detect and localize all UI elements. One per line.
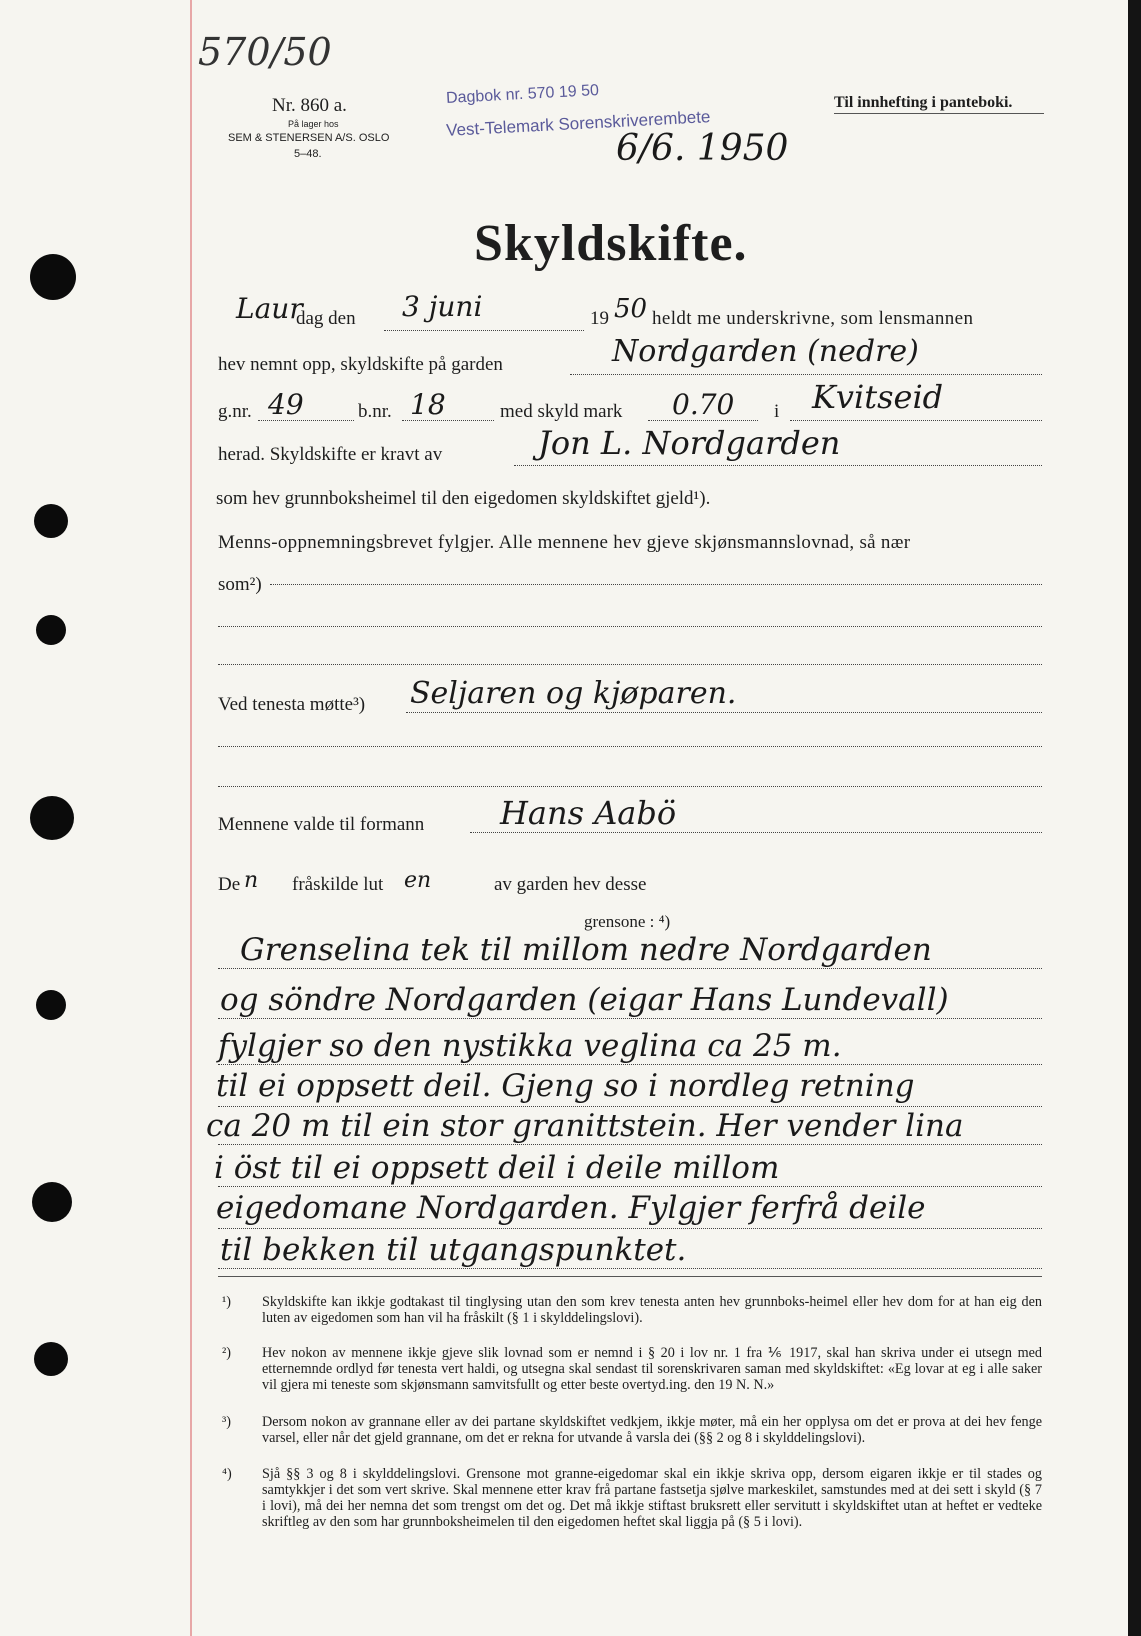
footnote-4 bbox=[222, 1466, 1042, 1530]
boundary-line-1: Grenselina tek til millom nedre Nordgarden bbox=[240, 932, 932, 968]
binder-hole-7 bbox=[34, 1342, 68, 1376]
motte-fill-line bbox=[406, 712, 1042, 713]
footnote-1-text: Skyldskifte kan ikkje godtakast til tinglysing utan den som krev tenesta anten hev grunnboks-heimel eller hev dom for at han eig den luten av eigedomen som han vil ha fråskilt (§ 1 i skylddelingslovi). bbox=[262, 1294, 1042, 1326]
line10-b-handwritten: en bbox=[404, 868, 432, 893]
grensone-label: grensone : ⁴) bbox=[584, 912, 671, 931]
binder-hole-2 bbox=[34, 504, 68, 538]
red-margin-line bbox=[190, 0, 192, 1636]
footnote-2-text: Hev nokon av mennene ikkje gjeve slik lovnad som er nemnd i § 20 i lov nr. 1 fra ⅙ 1917, skal han skriva under ei utsegn med etternemnde ordlyd før tenesta vert haldi, og utsegna skal sendast til sorenskrivaren saman med skyldskiftet: «Eg lovar at eg i alle saker vil gjera mi teneste som skjønsmann samvitsfullt og etter beste overtyd.ing. den 19 N. N.» bbox=[262, 1345, 1042, 1393]
line2-label: hev nemnt opp, skyldskifte på garden bbox=[218, 354, 503, 375]
footnote-3-text: Dersom nokon av grannane eller av dei partane skyldskiftet vedkjem, ikkje møter, må ein her opplysa om det er prova at dei hev fenge varsel, eller når det gjeld grannane, om det er rekna for utvande å varsla dei (§§ 2 og 8 i skylddelingslovi). bbox=[262, 1414, 1042, 1446]
formann-fill-line bbox=[470, 832, 1042, 833]
bnr-handwritten: 18 bbox=[410, 388, 446, 421]
skyld-fill-line bbox=[648, 420, 758, 421]
footnote-2 bbox=[222, 1345, 1042, 1393]
boundary-line-6: i öst til ei oppsett deil i deile millom bbox=[214, 1150, 780, 1186]
binder-hole-1 bbox=[30, 254, 76, 300]
line7-label: som²) bbox=[218, 574, 262, 595]
line8-label: Ved tenesta møtte³) bbox=[218, 694, 366, 715]
garden-fill-line bbox=[570, 374, 1042, 375]
document-title: Skyldskifte. bbox=[474, 215, 748, 272]
footnote-1-number: ¹) bbox=[222, 1294, 231, 1310]
binder-hole-5 bbox=[36, 990, 66, 1020]
skyld-handwritten: 0.70 bbox=[672, 388, 735, 421]
year-handwritten: 50 bbox=[614, 294, 648, 324]
motte-handwritten: Seljaren og kjøparen. bbox=[410, 676, 737, 711]
weekday-handwritten: Laur bbox=[236, 292, 303, 325]
boundary-rule-5 bbox=[218, 1144, 1042, 1145]
date-handwritten: 3 juni bbox=[402, 290, 483, 323]
boundary-rule-2 bbox=[218, 1018, 1042, 1019]
motte-fill-line-3 bbox=[218, 786, 1042, 787]
binder-hole-4 bbox=[30, 796, 74, 840]
line10-a: De bbox=[218, 874, 241, 895]
motte-fill-line-2 bbox=[218, 746, 1042, 747]
footnote-3 bbox=[222, 1414, 1042, 1446]
line4-label: herad. Skyldskifte er kravt av bbox=[218, 444, 443, 465]
footnote-4-number: ⁴) bbox=[222, 1466, 232, 1482]
dag-den-label: dag den bbox=[296, 308, 356, 329]
herad-fill-line bbox=[790, 420, 1042, 421]
footnote-4-text: Sjå §§ 3 og 8 i skylddelingslovi. Grensone mot granne-eigedomar skal ein ikkje skriva opp, dersom eigaren ikkje er til stades og samtykkjer i det som vert skrive. Skal mennene etter krav frå partane fastsetja sjølve markeskilet, samstundes med at dei sett i skyld (§ 7 i lovi), må dei her nemna det som trengst om det og. Det må ikkje stiftast bruksrett eller servitutt i skyldskiftet utan at heftet er vedteke skriftleg av den som har grunnboksheimelen til den eigedomen heftet skal liggja på (§ 5 i lovi). bbox=[262, 1466, 1042, 1530]
boundary-rule-8 bbox=[218, 1268, 1042, 1269]
boundary-line-3: fylgjer so den nystikka veglina ca 25 m. bbox=[218, 1028, 842, 1064]
boundary-line-2: og söndre Nordgarden (eigar Hans Lundevall) bbox=[220, 982, 949, 1018]
som-fill-line-1 bbox=[270, 584, 1042, 585]
printer-line-2: SEM & STENERSEN A/S. OSLO bbox=[228, 132, 390, 144]
som-fill-line-2 bbox=[218, 626, 1042, 627]
top-handwritten-note: 570/50 bbox=[198, 30, 332, 74]
i-label: i bbox=[774, 401, 780, 422]
line5: som hev grunnboksheimel til den eigedomen skyldskiftet gjeld¹). bbox=[216, 488, 711, 509]
kravt-av-fill-line bbox=[514, 465, 1042, 466]
gnr-fill-line bbox=[258, 420, 354, 421]
footnote-2-number: ²) bbox=[222, 1345, 231, 1361]
gnr-handwritten: 49 bbox=[268, 388, 304, 421]
som-fill-line-3 bbox=[218, 664, 1042, 665]
boundary-line-7: eigedomane Nordgarden. Fylgjer ferfrå deile bbox=[216, 1190, 926, 1226]
form-number: Nr. 860 a. bbox=[272, 95, 347, 116]
right-header-underline bbox=[834, 113, 1044, 114]
boundary-rule-7 bbox=[218, 1228, 1042, 1229]
boundary-rule-6 bbox=[218, 1186, 1042, 1187]
line10-c: av garden hev desse bbox=[494, 874, 647, 895]
bnr-fill-line bbox=[402, 420, 494, 421]
boundary-rule-3 bbox=[218, 1064, 1042, 1065]
line9-label: Mennene valde til formann bbox=[218, 814, 425, 835]
binder-hole-3 bbox=[36, 615, 66, 645]
boundary-line-5: ca 20 m til ein stor granittstein. Her vender lina bbox=[206, 1108, 964, 1144]
stamp-date: 6/6. 1950 bbox=[616, 128, 789, 169]
binder-hole-6 bbox=[32, 1182, 72, 1222]
year-prefix: 19 bbox=[590, 308, 609, 329]
footnote-3-number: ³) bbox=[222, 1414, 231, 1430]
line10-a-handwritten: n bbox=[244, 868, 259, 893]
line1-rest: heldt me underskrivne, som lensmannen bbox=[652, 308, 974, 329]
line6: Menns-oppnemningsbrevet fylgjer. Alle mennene hev gjeve skjønsmannslovnad, så nær bbox=[218, 532, 911, 553]
boundary-line-8: til bekken til utgangspunktet. bbox=[220, 1232, 687, 1268]
stamp-line-2: Vest-Telemark Sorenskriverembete bbox=[445, 107, 711, 140]
footnote-1 bbox=[222, 1294, 1042, 1326]
line10-b: fråskilde lut bbox=[292, 874, 384, 895]
printer-line-1: På lager hos bbox=[288, 119, 339, 129]
printer-line-3: 5–48. bbox=[294, 148, 322, 160]
gnr-label: g.nr. bbox=[218, 401, 252, 422]
kravt-av-handwritten: Jon L. Nordgarden bbox=[538, 424, 841, 462]
boundary-rule-1 bbox=[218, 968, 1042, 969]
right-header-note: Til innhefting i panteboki. bbox=[834, 94, 1013, 111]
herad-handwritten: Kvitseid bbox=[812, 378, 944, 416]
skyld-label: med skyld mark bbox=[500, 401, 623, 422]
bnr-label: b.nr. bbox=[358, 401, 392, 422]
date-fill-line bbox=[384, 330, 584, 331]
stamp-line-1: Dagbok nr. 570 19 50 bbox=[445, 82, 600, 107]
boundary-line-4: til ei oppsett deil. Gjeng so i nordleg retning bbox=[216, 1068, 915, 1104]
footnote-separator bbox=[218, 1276, 1042, 1277]
garden-name-handwritten: Nordgarden (nedre) bbox=[612, 334, 919, 369]
boundary-rule-4 bbox=[218, 1106, 1042, 1107]
formann-handwritten: Hans Aabö bbox=[500, 794, 677, 832]
